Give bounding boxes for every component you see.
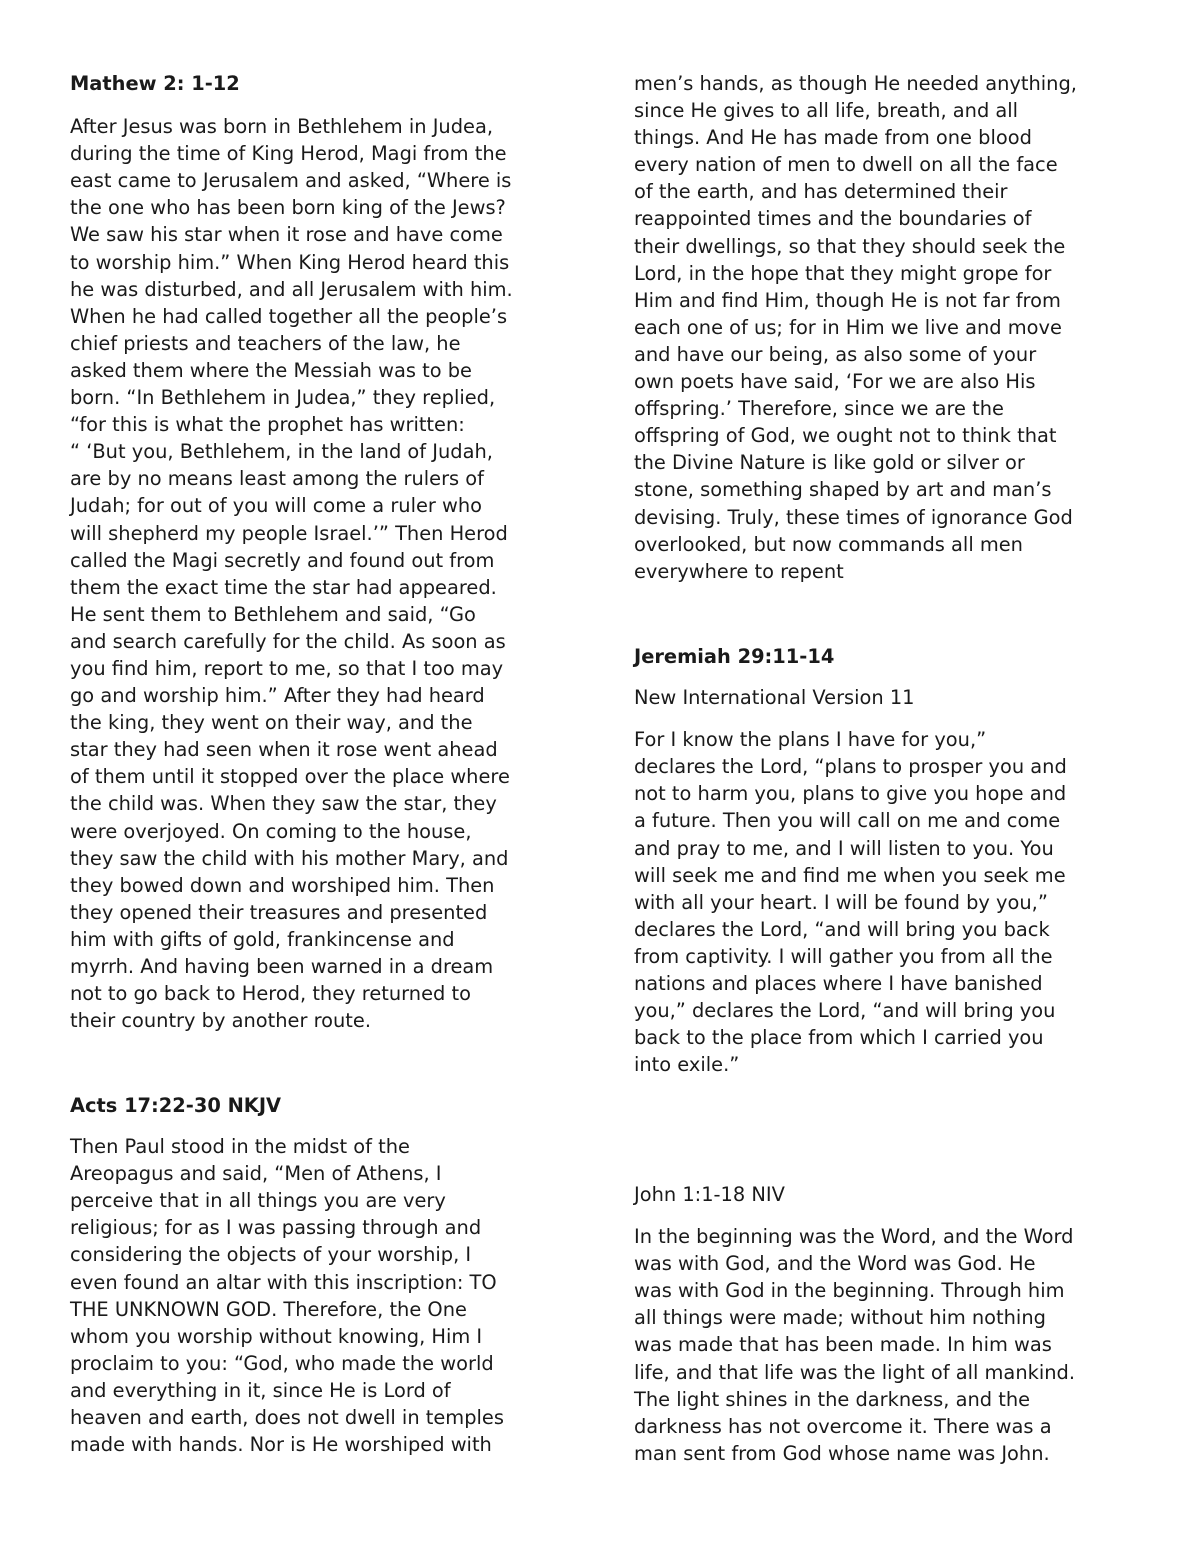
matthew-line: born. “In Bethlehem in Judea,” they replied, xyxy=(70,386,496,410)
acts-continued-line: offspring of God, we ought not to think that xyxy=(634,424,1057,448)
acts-continued-line: everywhere to repent xyxy=(634,559,844,583)
acts-line: proclaim to you: “God, who made the world xyxy=(70,1351,494,1375)
matthew-line: are by no means least among the rulers of xyxy=(70,467,485,491)
matthew-line: “for this is what the prophet has written: xyxy=(70,413,465,437)
acts-line: even found an altar with this inscription: TO xyxy=(70,1270,497,1294)
acts-line: perceive that in all things you are very xyxy=(70,1189,446,1213)
acts-continued-line: reappointed times and the boundaries of xyxy=(634,207,1032,231)
matthew-line: the one who has been born king of the Jews? xyxy=(70,196,506,220)
john-line: life, and that life was the light of all mankind. xyxy=(634,1360,1075,1384)
acts-continued-line: their dwellings, so that they should seek the xyxy=(634,234,1066,258)
acts-passage xyxy=(70,1133,570,1458)
matthew-line: they saw the child with his mother Mary, and xyxy=(70,846,509,870)
acts-line: whom you worship without knowing, Him I xyxy=(70,1324,483,1348)
matthew-line: they opened their treasures and presented xyxy=(70,900,488,924)
jeremiah-line: nations and places where I have banished xyxy=(634,972,1043,996)
acts-continued-line: the Divine Nature is like gold or silver or xyxy=(634,451,1025,475)
acts-line: Then Paul stood in the midst of the xyxy=(70,1135,410,1159)
matthew-line: chief priests and teachers of the law, he xyxy=(70,331,461,355)
jeremiah-line: back to the place from which I carried you xyxy=(634,1026,1044,1050)
acts-continued-line: since He gives to all life, breath, and all xyxy=(634,99,1019,123)
acts-continued-line: things. And He has made from one blood xyxy=(634,126,1032,150)
matthew-line: during the time of King Herod, Magi from the xyxy=(70,142,507,166)
acts-continued-line: Him and find Him, though He is not far from xyxy=(634,288,1061,312)
john-heading: John 1:1-18 NIV xyxy=(634,1183,785,1206)
jeremiah-line: and pray to me, and I will listen to you. You xyxy=(634,836,1054,860)
matthew-passage xyxy=(70,113,570,1034)
matthew-line: east came to Jerusalem and asked, “Where is xyxy=(70,169,512,193)
jeremiah-line: with all your heart. I will be found by you,” xyxy=(634,890,1048,914)
acts-line: THE UNKNOWN GOD. Therefore, the One xyxy=(70,1297,467,1321)
acts-line: Areopagus and said, “Men of Athens, I xyxy=(70,1162,442,1186)
jeremiah-passage xyxy=(634,726,1134,1078)
matthew-line: they bowed down and worshiped him. Then xyxy=(70,873,495,897)
jeremiah-line: will seek me and find me when you seek me xyxy=(634,863,1066,887)
matthew-line: We saw his star when it rose and have come xyxy=(70,223,503,247)
jeremiah-line: a future. Then you will call on me and come xyxy=(634,809,1061,833)
matthew-line: After Jesus was born in Bethlehem in Judea, xyxy=(70,115,493,139)
john-line: darkness has not overcome it. There was a xyxy=(634,1414,1052,1438)
matthew-heading: Mathew 2: 1-12 xyxy=(70,72,240,95)
matthew-line: him with gifts of gold, frankincense and xyxy=(70,927,455,951)
jeremiah-section xyxy=(634,643,1134,1078)
jeremiah-subtitle: New International Version 11 xyxy=(634,686,915,710)
john-line: In the beginning was the Word, and the Word xyxy=(634,1225,1074,1249)
matthew-section xyxy=(70,70,570,1034)
matthew-line: He sent them to Bethlehem and said, “Go xyxy=(70,602,476,626)
john-line: man sent from God whose name was John. xyxy=(634,1441,1050,1465)
john-line: was made that has been made. In him was xyxy=(634,1333,1052,1357)
john-line: was with God, and the Word was God. He xyxy=(634,1252,1036,1276)
acts-line: and everything in it, since He is Lord of xyxy=(70,1378,451,1402)
acts-continued-line: stone, something shaped by art and man’s xyxy=(634,478,1052,502)
matthew-line: go and worship him.” After they had heard xyxy=(70,684,485,708)
acts-continued-line: offspring.’ Therefore, since we are the xyxy=(634,397,1004,421)
matthew-line: the king, they went on their way, and the xyxy=(70,711,473,735)
matthew-line: of them until it stopped over the place where xyxy=(70,765,510,789)
acts-continued-passage xyxy=(634,70,1134,585)
jeremiah-line: declares the Lord, “and will bring you back xyxy=(634,917,1050,941)
matthew-line: their country by another route. xyxy=(70,1009,371,1033)
acts-continued-line: men’s hands, as though He needed anything, xyxy=(634,72,1077,95)
acts-continued-line: each one of us; for in Him we live and move xyxy=(634,315,1062,339)
john-line: was with God in the beginning. Through him xyxy=(634,1279,1065,1303)
john-line: all things were made; without him nothing xyxy=(634,1306,1046,1330)
matthew-line: Judah; for out of you will come a ruler who xyxy=(70,494,483,518)
matthew-line: were overjoyed. On coming to the house, xyxy=(70,819,472,843)
acts-line: made with hands. Nor is He worshiped with xyxy=(70,1433,492,1457)
acts-line: considering the objects of your worship, I xyxy=(70,1243,472,1267)
matthew-line: When he had called together all the people’s xyxy=(70,304,508,328)
acts-continued-line: and have our being, as also some of your xyxy=(634,342,1037,366)
matthew-line: star they had seen when it rose went ahead xyxy=(70,738,498,762)
matthew-line: myrrh. And having been warned in a dream xyxy=(70,955,494,978)
matthew-line: will shepherd my people Israel.’” Then Herod xyxy=(70,521,508,545)
jeremiah-line: For I know the plans I have for you,” xyxy=(634,728,987,752)
matthew-line: “ ‘But you, Bethlehem, in the land of Judah, xyxy=(70,440,493,464)
matthew-line: and search carefully for the child. As soon as xyxy=(70,629,506,653)
acts-continued-line: overlooked, but now commands all men xyxy=(634,532,1023,556)
john-section xyxy=(634,1181,1134,1467)
jeremiah-line: you,” declares the Lord, “and will bring you xyxy=(634,999,1056,1023)
john-passage xyxy=(634,1223,1134,1467)
matthew-line: asked them where the Messiah was to be xyxy=(70,358,472,382)
acts-continued-line: Lord, in the hope that they might grope for xyxy=(634,261,1052,285)
acts-line: heaven and earth, does not dwell in temples xyxy=(70,1406,504,1430)
acts-heading: Acts 17:22-30 NKJV xyxy=(70,1094,282,1117)
acts-continued-line: devising. Truly, these times of ignorance God xyxy=(634,505,1073,529)
matthew-line: he was disturbed, and all Jerusalem with him. xyxy=(70,277,513,301)
acts-continued-section xyxy=(634,70,1134,585)
jeremiah-line: from captivity. I will gather you from all the xyxy=(634,944,1053,968)
john-line: The light shines in the darkness, and the xyxy=(634,1387,1031,1411)
acts-continued-line: own poets have said, ‘For we are also His xyxy=(634,370,1036,394)
jeremiah-line: not to harm you, plans to give you hope and xyxy=(634,782,1067,806)
matthew-line: to worship him.” When King Herod heard this xyxy=(70,250,510,274)
jeremiah-heading: Jeremiah 29:11-14 xyxy=(634,645,835,668)
matthew-line: not to go back to Herod, they returned to xyxy=(70,982,471,1006)
matthew-line: you find him, report to me, so that I too may xyxy=(70,656,504,680)
matthew-line: called the Magi secretly and found out from xyxy=(70,548,495,572)
acts-section xyxy=(70,1092,570,1458)
acts-line: religious; for as I was passing through and xyxy=(70,1216,482,1240)
matthew-line: them the exact time the star had appeared. xyxy=(70,575,497,599)
jeremiah-line: declares the Lord, “plans to prosper you and xyxy=(634,755,1067,779)
matthew-line: the child was. When they saw the star, they xyxy=(70,792,497,816)
jeremiah-line: into exile.” xyxy=(634,1053,740,1077)
acts-continued-line: of the earth, and has determined their xyxy=(634,180,1008,204)
acts-continued-line: every nation of men to dwell on all the face xyxy=(634,153,1058,177)
